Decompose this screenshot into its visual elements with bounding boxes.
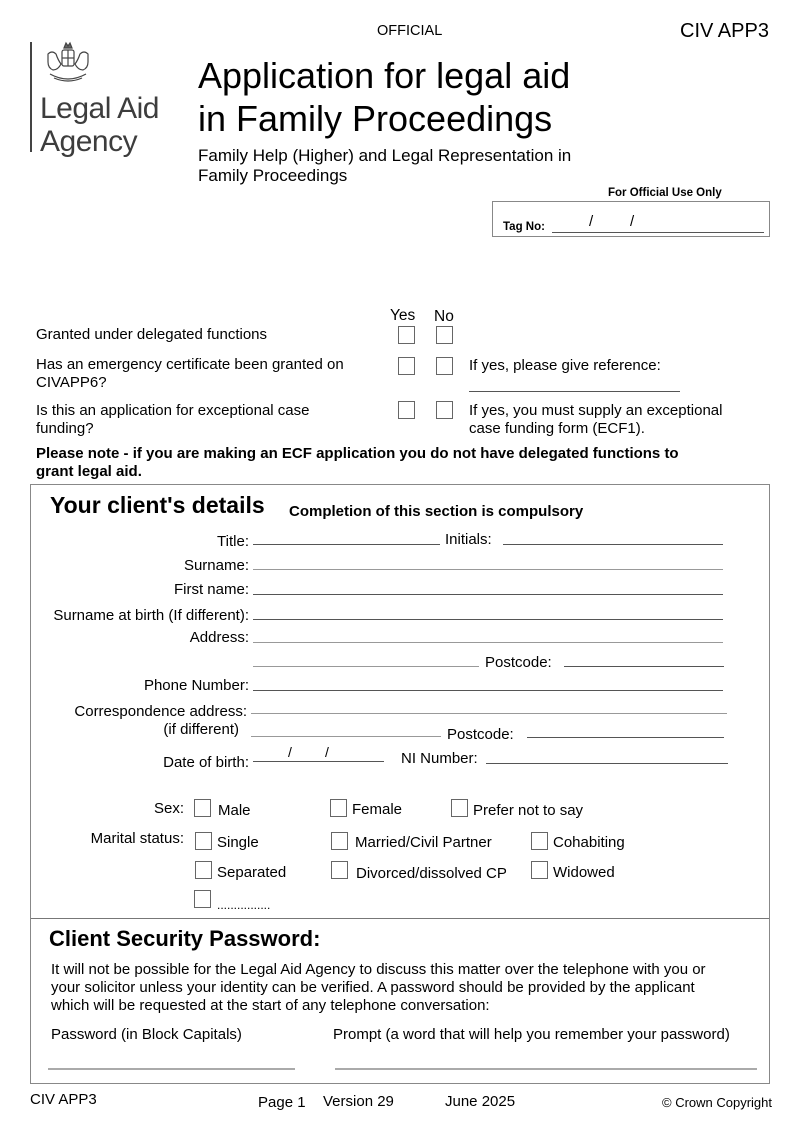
surname-field[interactable] — [253, 569, 723, 570]
sex-prefer-not-label: Prefer not to say — [473, 802, 584, 819]
ni-number-label: NI Number: — [401, 750, 478, 767]
postcode-field[interactable] — [564, 666, 724, 667]
crest-icon — [42, 40, 94, 86]
emergency-reference-field[interactable] — [469, 391, 680, 392]
marital-divorced-label: Divorced/dissolved CP — [356, 865, 507, 882]
delegated-no-checkbox[interactable] — [436, 326, 453, 344]
address-field-line1[interactable] — [253, 642, 723, 643]
prompt-label: Prompt (a word that will help you remember your password) — [333, 1026, 730, 1043]
phone-label: Phone Number: — [143, 677, 249, 694]
subtitle-line1: Family Help (Higher) and Legal Representation in — [198, 146, 572, 165]
correspondence-field-line1[interactable] — [251, 713, 727, 714]
delegated-yes-checkbox[interactable] — [398, 326, 415, 344]
marital-single-checkbox[interactable] — [195, 832, 212, 850]
surname-at-birth-label: Surname at birth (If different): — [53, 607, 249, 624]
logo-line2: Agency — [40, 125, 138, 158]
marital-married-checkbox[interactable] — [331, 832, 348, 850]
tag-sep-1: / — [589, 213, 594, 230]
surname-at-birth-field[interactable] — [253, 619, 723, 620]
form-code: CIV APP3 — [680, 20, 769, 42]
security-heading: Client Security Password: — [49, 926, 321, 951]
surname-label: Surname: — [183, 557, 249, 574]
address-field-line2[interactable] — [253, 666, 479, 667]
dob-label: Date of birth: — [163, 754, 249, 771]
marital-single-label: Single — [217, 834, 259, 851]
security-body-line3: which will be requested at the start of any telephone conversation: — [51, 997, 490, 1014]
sex-female-label: Female — [352, 801, 403, 818]
marital-widowed-checkbox[interactable] — [531, 861, 548, 879]
initials-field[interactable] — [503, 544, 723, 545]
marital-status-label: Marital status: — [90, 830, 184, 847]
footer-form-code: CIV APP3 — [30, 1091, 97, 1108]
sex-male-checkbox[interactable] — [194, 799, 211, 817]
ecf-note-line1: If yes, you must supply an exceptional — [469, 402, 723, 419]
address-label: Address: — [189, 629, 249, 646]
official-use-heading: For Official Use Only — [608, 187, 722, 199]
footer-date: June 2025 — [445, 1093, 516, 1110]
correspondence-label-line1: Correspondence address: — [74, 703, 247, 720]
title-field[interactable] — [253, 544, 440, 545]
please-note-line1: Please note - if you are making an ECF application you do not have delegated functions to — [36, 445, 679, 462]
correspondence-postcode-label: Postcode: — [447, 726, 514, 743]
question-text: Granted under delegated functions — [36, 326, 267, 343]
question-text-line1: Has an emergency certificate been granted on — [36, 356, 344, 373]
tag-no-label: Tag No: — [503, 221, 545, 233]
marital-other-checkbox[interactable] — [194, 890, 211, 908]
first-name-field[interactable] — [253, 594, 723, 595]
sex-female-checkbox[interactable] — [330, 799, 347, 817]
sex-prefer-not-checkbox[interactable] — [451, 799, 468, 817]
ecf-yes-checkbox[interactable] — [398, 401, 415, 419]
page-title-line1: Application for legal aid — [198, 55, 571, 96]
marital-cohabiting-checkbox[interactable] — [531, 832, 548, 850]
question-text-line1: Is this an application for exceptional case — [36, 402, 310, 419]
marital-married-label: Married/Civil Partner — [355, 834, 492, 851]
logo-line1: Legal Aid — [40, 92, 159, 125]
prompt-field[interactable] — [335, 1068, 757, 1070]
title-label: Title: — [217, 533, 249, 550]
marital-separated-checkbox[interactable] — [195, 861, 212, 879]
official-use-box — [492, 201, 770, 237]
password-label: Password (in Block Capitals) — [51, 1026, 242, 1043]
footer-page: Page 1 — [258, 1094, 306, 1111]
page-title-line2: in Family Proceedings — [198, 98, 553, 139]
client-details-subheading: Completion of this section is compulsory — [289, 503, 584, 520]
tag-no-field[interactable] — [552, 232, 764, 233]
subtitle-line2: Family Proceedings — [198, 166, 348, 185]
no-column-label: No — [434, 308, 454, 325]
dob-sep-1: / — [288, 744, 292, 760]
emergency-yes-checkbox[interactable] — [398, 357, 415, 375]
logo-divider — [30, 42, 32, 152]
marital-cohabiting-label: Cohabiting — [553, 834, 625, 851]
ecf-note-line2: case funding form (ECF1). — [469, 420, 645, 437]
emergency-no-checkbox[interactable] — [436, 357, 453, 375]
sex-male-label: Male — [218, 802, 251, 819]
dob-field[interactable] — [253, 761, 384, 762]
question-text-line2: CIVAPP6? — [36, 374, 107, 391]
emergency-note: If yes, please give reference: — [469, 357, 661, 374]
tag-sep-2: / — [630, 213, 635, 230]
dob-sep-2: / — [325, 744, 329, 760]
footer-copyright: © Crown Copyright — [662, 1095, 773, 1110]
question-text-line2: funding? — [36, 420, 94, 437]
correspondence-postcode-field[interactable] — [527, 737, 724, 738]
section-divider — [31, 918, 769, 919]
sex-label: Sex: — [153, 800, 184, 817]
marital-divorced-checkbox[interactable] — [331, 861, 348, 879]
marital-separated-label: Separated — [217, 864, 287, 881]
security-body-line2: your solicitor unless your identity can be verified. A password should be provided by the applicant — [51, 979, 695, 996]
phone-field[interactable] — [253, 690, 723, 691]
initials-label: Initials: — [445, 531, 492, 548]
please-note-line2: grant legal aid. — [36, 463, 142, 480]
yes-column-label: Yes — [390, 307, 416, 324]
security-body-line1: It will not be possible for the Legal Aid Agency to discuss this matter over the telephone with you or — [51, 961, 706, 978]
correspondence-field-line2[interactable] — [251, 736, 441, 737]
footer-version: Version 29 — [323, 1093, 394, 1110]
classification-label: OFFICIAL — [377, 23, 443, 39]
marital-widowed-label: Widowed — [553, 864, 615, 881]
marital-other-label: ................ — [217, 898, 271, 912]
ni-number-field[interactable] — [486, 763, 728, 764]
ecf-no-checkbox[interactable] — [436, 401, 453, 419]
postcode-label: Postcode: — [485, 654, 552, 671]
first-name-label: First name: — [173, 581, 249, 598]
password-field[interactable] — [48, 1068, 295, 1070]
client-details-heading: Your client's details — [50, 492, 265, 518]
correspondence-label-line2: (if different) — [163, 721, 239, 738]
